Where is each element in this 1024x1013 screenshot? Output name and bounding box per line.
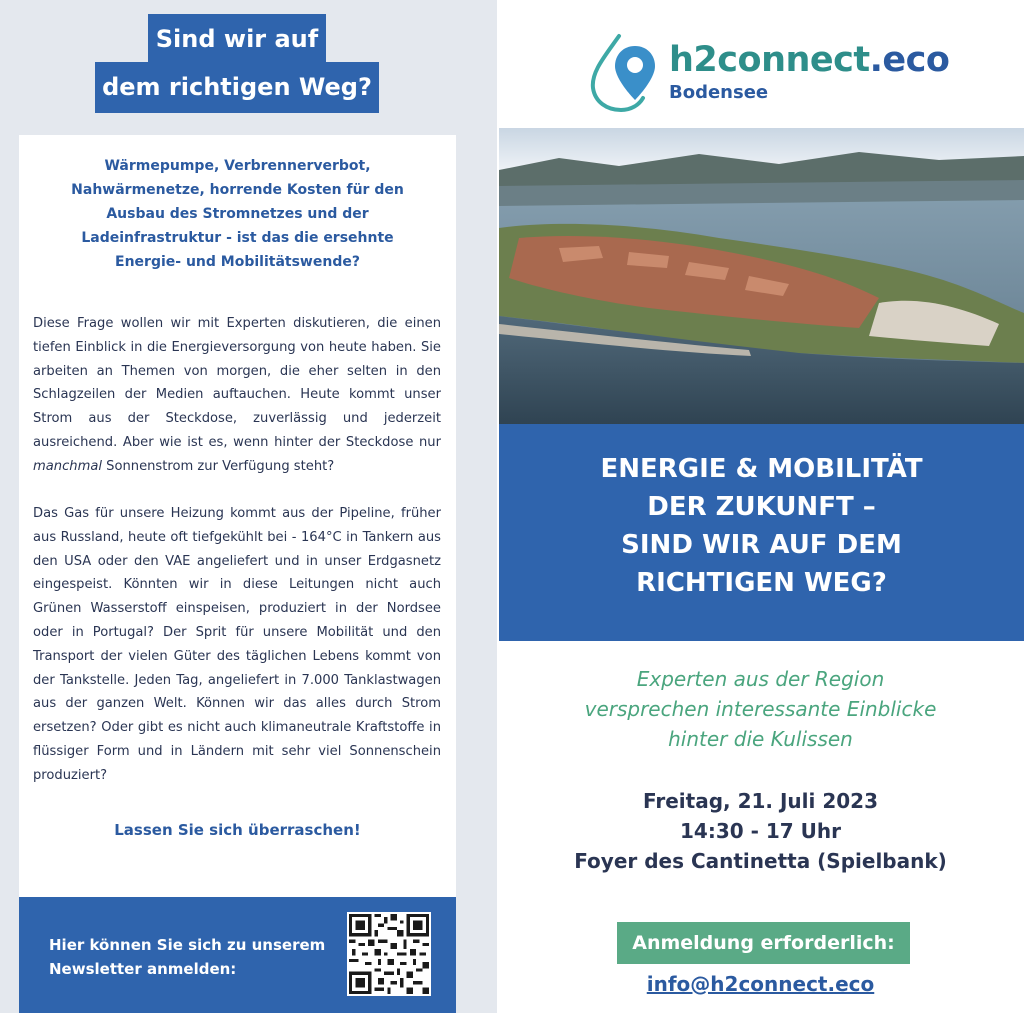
text-card [19, 135, 456, 898]
event-title-line-1: ENERGIE & MOBILITÄT [600, 454, 923, 484]
experts-tagline [497, 664, 1024, 754]
event-banner [499, 424, 1024, 641]
event-title-line-4: RICHTIGEN WEG? [636, 568, 887, 598]
paragraph-1-start: Diese Frage wollen wir mit Experten diskutieren, die einen tiefen Einblick in die Energieversorgung von heute haben. Sie arbeiten an Themen von morgen, die eher selten in den Schlagzeilen der Medien auftauchen. Heute kommt unser Strom aus der Steckdose, zuverlässig und jederzeit ausreichend. Aber wie ist es, wenn hinter der Steckdose nur [33, 316, 441, 450]
newsletter-line-2: Newsletter anmelden: [49, 960, 237, 978]
experts-line-2: versprechen interessante Einblicke [584, 697, 937, 721]
paragraph-2: Das Gas für unsere Heizung kommt aus der Pipeline, früher aus Russland, heute oft tiefgekühlt bei - 164°C in Tankern aus den USA oder den VAE angeliefert und in unser Erdgasnetz eingespeist. Könnten wir in diese Leitungen nicht auch Grünen Wasserstoff einspeisen, produziert in der Nordsee oder in Portugal? Der Sprit für unsere Mobilität und den Transport der vielen Güter des täglichen Lebens kommt von der Tankstelle. Jeden Tag, angeliefert in 7.000 Tanklastwagen aus der ganzen Welt. Können wir das alles durch Strom ersetzen? Oder gibt es nicht auch klimaneutrale Kraftstoffe in flüssiger Form und in Ländern mit sehr viel Sonnenschein produziert? [33, 506, 441, 783]
event-details [497, 786, 1024, 876]
brand-name-suffix: .eco [869, 40, 950, 80]
lake-town-photo [499, 128, 1024, 425]
paragraph-1-end: Sonnenstrom zur Verfügung steht? [102, 458, 335, 474]
newsletter-box [19, 897, 456, 1013]
registration-badge: Anmeldung erforderlich: [617, 922, 910, 964]
experts-line-1: Experten aus der Region [636, 667, 885, 691]
headline-line-2: dem richtigen Weg? [95, 62, 379, 113]
event-location: Foyer des Cantinetta (Spielbank) [574, 849, 947, 873]
newsletter-line-1: Hier können Sie sich zu unserem [49, 936, 326, 954]
headline-line-1: Sind wir auf [148, 14, 326, 64]
brand-logo [585, 32, 950, 112]
email-link[interactable]: info@h2connect.eco [646, 972, 875, 996]
brand-name-main: h2connect [669, 40, 870, 80]
event-title-line-2: DER ZUKUNFT – [647, 492, 876, 522]
event-title [499, 450, 1024, 602]
event-date: Freitag, 21. Juli 2023 [642, 789, 878, 813]
surprise-tagline: Lassen Sie sich überraschen! [114, 821, 361, 839]
drop-pin-logo-icon [585, 32, 667, 112]
brand-region: Bodensee [669, 82, 769, 103]
intro-question: Wärmepumpe, Verbrennerverbot, Nahwärmenetze, horrende Kosten für den Ausbau des Stromnetzes und der Ladeinfrastruktur - ist das die ersehnte Energie- und Mobilitätswende? [71, 158, 404, 270]
paragraph-1 [33, 312, 441, 479]
event-time: 14:30 - 17 Uhr [679, 819, 842, 843]
brand-name [669, 40, 949, 80]
qr-code-icon[interactable] [347, 912, 431, 996]
paragraph-1-emphasis: manchmal [33, 458, 102, 474]
event-title-line-3: SIND WIR AUF DEM [621, 530, 902, 560]
experts-line-3: hinter die Kulissen [668, 727, 853, 751]
left-panel [0, 0, 497, 1013]
right-panel [497, 0, 1024, 1013]
newsletter-text [49, 933, 339, 981]
